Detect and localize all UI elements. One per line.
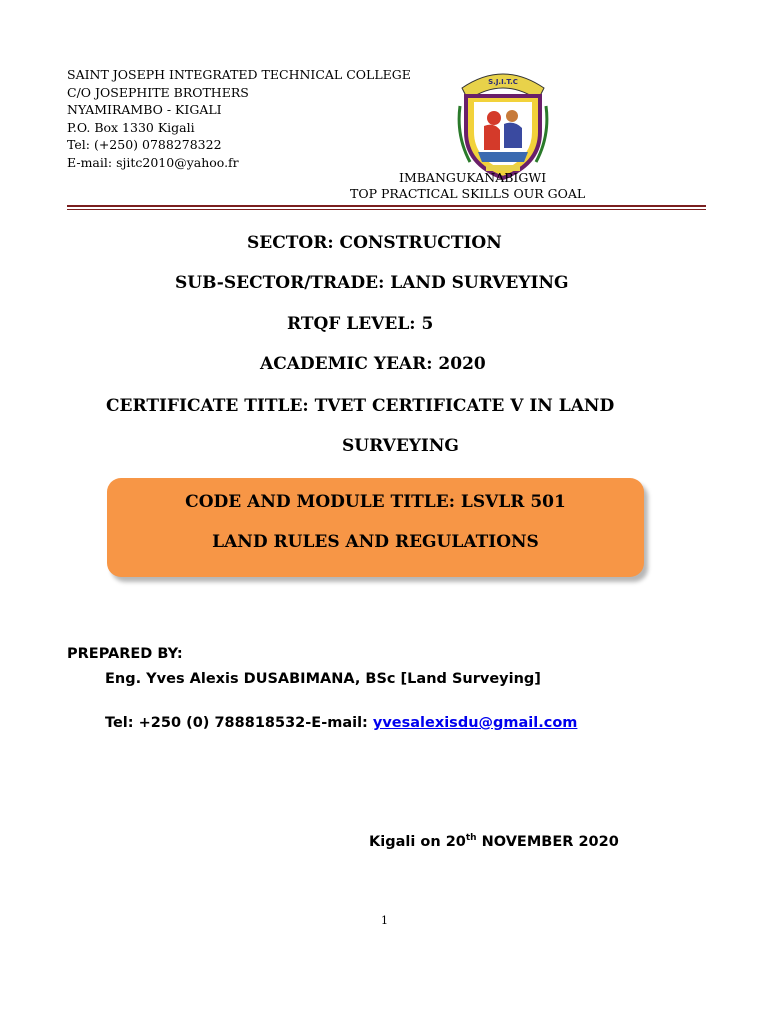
- certificate-title-line2: SURVEYING: [342, 436, 459, 456]
- email-line: E-mail: sjitc2010@yahoo.fr: [67, 154, 239, 170]
- academic-year-title: ACADEMIC YEAR: 2020: [260, 354, 486, 374]
- college-address-block: [67, 66, 411, 171]
- header-divider-thick: [67, 205, 706, 207]
- author-email-link[interactable]: yvesalexisdu@gmail.com: [372, 715, 578, 731]
- po-box-line: P.O. Box 1330 Kigali: [67, 119, 195, 135]
- certificate-title-line1: CERTIFICATE TITLE: TVET CERTIFICATE V IN LAND: [106, 396, 615, 416]
- care-of-line: C/O JOSEPHITE BROTHERS: [67, 84, 249, 100]
- module-title-box: [107, 478, 644, 577]
- date-superscript: th: [465, 833, 477, 843]
- contact-tel: Tel: +250 (0) 788818532-E-mail:: [105, 715, 373, 731]
- date-suffix: NOVEMBER 2020: [476, 833, 619, 850]
- college-name: SAINT JOSEPH INTEGRATED TECHNICAL COLLEGE: [67, 67, 411, 82]
- contact-line: [105, 715, 577, 731]
- location-line: NYAMIRAMBO - KIGALI: [67, 102, 222, 117]
- author-line: Eng. Yves Alexis DUSABIMANA, BSc [Land Surveying]: [105, 671, 541, 687]
- sector-title: SECTOR: CONSTRUCTION: [247, 233, 502, 253]
- prepared-by-label: PREPARED BY:: [67, 646, 183, 662]
- college-crest-logo: [456, 66, 550, 184]
- tel-line: Tel: (+250) 0788278322: [67, 137, 222, 152]
- logo-banner-text: S.J.I.T.C: [488, 78, 518, 86]
- page-number: 1: [381, 914, 388, 927]
- motto-english: TOP PRACTICAL SKILLS OUR GOAL: [350, 186, 586, 201]
- module-code-line: CODE AND MODULE TITLE: LSVLR 501: [185, 492, 566, 512]
- rtqf-level-title: RTQF LEVEL: 5: [287, 314, 434, 334]
- date-line: [369, 833, 619, 850]
- sub-sector-title: SUB-SECTOR/TRADE: LAND SURVEYING: [175, 273, 569, 293]
- date-prefix: Kigali on 20: [369, 833, 466, 850]
- header-divider-thin: [67, 209, 706, 210]
- module-title-line: LAND RULES AND REGULATIONS: [212, 532, 539, 552]
- motto-kinyarwanda: IMBANGUKANABIGWI: [399, 170, 547, 185]
